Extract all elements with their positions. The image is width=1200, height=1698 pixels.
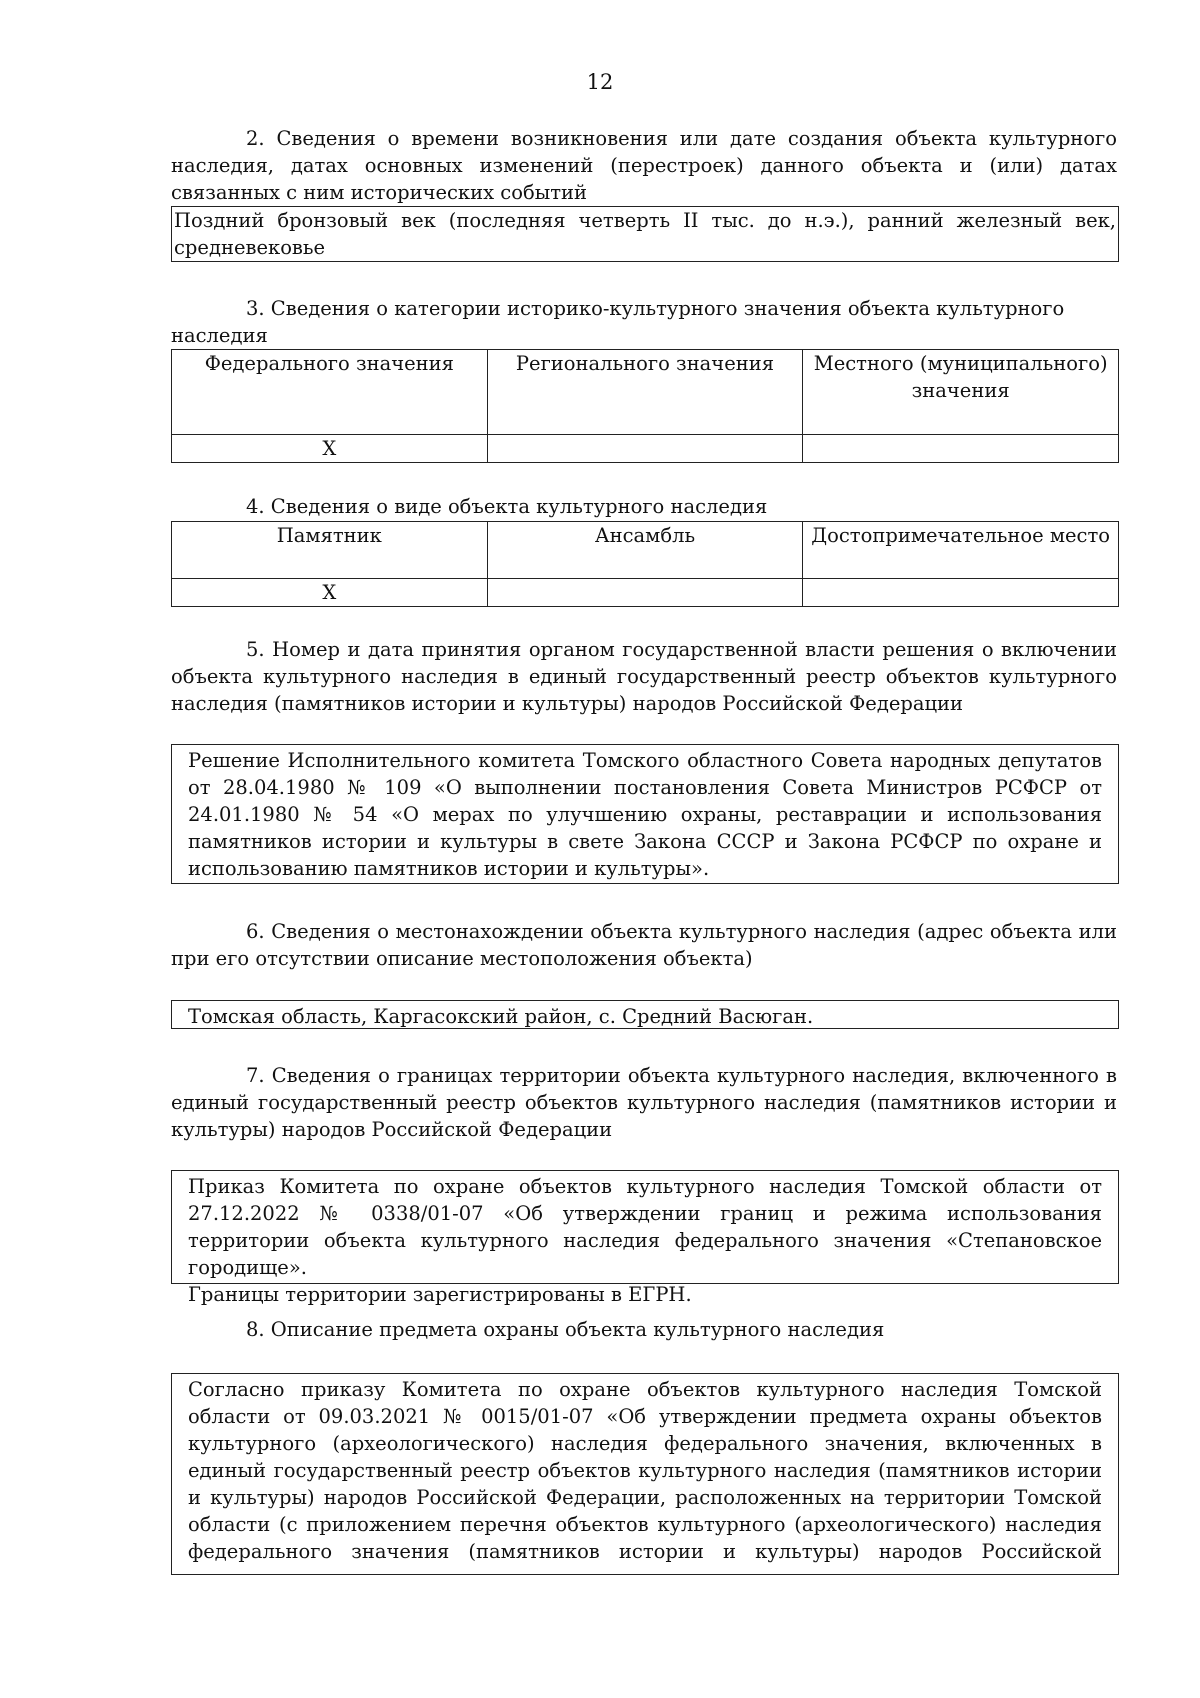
- section-2-value: Поздний бронзовый век (последняя четверть II тыс. до н.э.), ранний железный век, средневековье: [174, 209, 1116, 259]
- section-7-value-box: [171, 1170, 1119, 1306]
- section-5-heading: 5. Номер и дата принятия органом государственной власти решения о включении объекта культурного наследия в единый государственный реестр объектов культурного наследия (памятников истории и культуры) народов Российской Федерации: [171, 638, 1117, 715]
- section-7-value-order: Приказ Комитета по охране объектов культурного наследия Томской области от 27.12.2022 № 0338/01-07 «Об утверждении границ и режима использования территории объекта культурного наследия федерального значения «Степановское городище».: [188, 1175, 1102, 1279]
- section-4-heading: 4. Сведения о виде объекта культурного наследия: [246, 495, 768, 518]
- section-3-heading: 3. Сведения о категории историко-культурного значения объекта культурного наследия: [171, 297, 1065, 347]
- section-5-value: Решение Исполнительного комитета Томского областного Совета народных депутатов от 28.04.1980 № 109 «О выполнении постановления Совета Министров РСФСР от 24.01.1980 № 54 «О мерах по улучшению охраны, реставрации и использования памятников истории и культуры в свете Закона СССР и Закона РСФСР по охране и использованию памятников истории и культуры».: [188, 749, 1102, 880]
- section-3-table: [171, 349, 1119, 463]
- section-2-heading: 2. Сведения о времени возникновения или дате создания объекта культурного наследия, датах основных изменений (перестроек) данного объекта и (или) датах связанных с ним исторических событий: [171, 127, 1117, 204]
- section-8-value: Согласно приказу Комитета по охране объектов культурного наследия Томской области от 09.03.2021 № 0015/01-07 «Об утверждении предмета охраны объектов культурного (археологического) наследия федерального значения, включенных в единый государственный реестр объектов культурного наследия (памятников истории и культуры) народов Российской Федерации, расположенных на территории Томской области (с приложением перечня объектов культурного (археологического) наследия федерального значения (памятников истории и культуры) народов Российской: [188, 1378, 1102, 1563]
- type-landmark-header: Достопримечательное место: [803, 522, 1119, 579]
- category-regional-mark: [487, 435, 803, 463]
- type-ensemble-mark: [487, 579, 803, 607]
- page-number: 12: [586, 70, 614, 94]
- category-local-mark: [803, 435, 1119, 463]
- section-5-value-box: [171, 744, 1119, 884]
- category-regional-header: Регионального значения: [487, 350, 803, 435]
- section-7-heading: 7. Сведения о границах территории объекта культурного наследия, включенного в единый государственный реестр объектов культурного наследия (памятников истории и культуры) народов Российской Федерации: [171, 1064, 1117, 1141]
- section-8-heading: 8. Описание предмета охраны объекта культурного наследия: [246, 1318, 885, 1341]
- category-federal-mark: Х: [172, 435, 488, 463]
- section-6-value-box: [171, 1000, 1119, 1029]
- type-ensemble-header: Ансамбль: [487, 522, 803, 579]
- section-8-value-box: [171, 1373, 1119, 1575]
- section-4-table: [171, 521, 1119, 607]
- type-monument-mark: Х: [172, 579, 488, 607]
- section-7-value-registration: Границы территории зарегистрированы в ЕГРН.: [188, 1283, 692, 1306]
- type-landmark-mark: [803, 579, 1119, 607]
- section-6-heading: 6. Сведения о местонахождении объекта культурного наследия (адрес объекта или при его отсутствии описание местоположения объекта): [171, 920, 1117, 970]
- type-monument-header: Памятник: [172, 522, 488, 579]
- section-6-value: Томская область, Каргасокский район, с. Средний Васюган.: [188, 1005, 814, 1028]
- category-local-header: Местного (муниципального) значения: [803, 350, 1119, 435]
- category-federal-header: Федерального значения: [172, 350, 488, 435]
- section-2-value-box: [171, 206, 1119, 262]
